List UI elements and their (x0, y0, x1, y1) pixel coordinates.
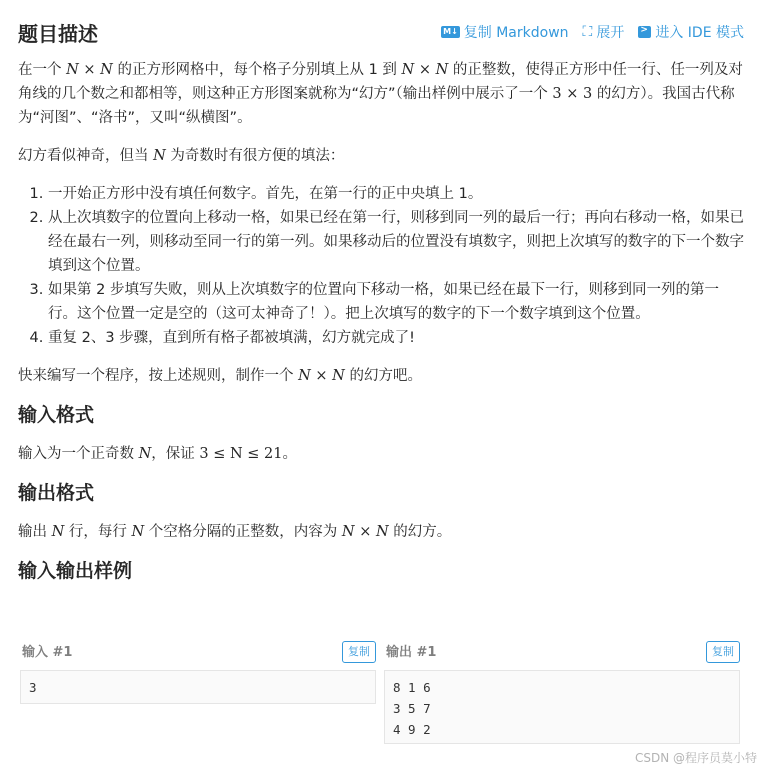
steps-list (18, 182, 746, 350)
step-item: 3. 如果第 2 步填写失败，则从上次填数字的位置向下移动一格，如果已经在最下一行，则移到同一列的第一行。这个位置一定是空的（这可太神奇了！）。把上次填写的数字的下一个数字填到这个位置。 (48, 278, 746, 326)
task-paragraph (18, 364, 746, 388)
markdown-icon: M↓ (443, 27, 458, 36)
sample-output-panel (384, 640, 740, 744)
text: 在一个 (18, 62, 67, 78)
math-3x3: 3 × 3 (552, 86, 593, 102)
text: 个空格分隔的正整数，内容为 (144, 524, 342, 540)
output-format-text (18, 520, 746, 544)
text: ，保证 (151, 446, 200, 462)
step-item: 1. 一开始正方形中没有填任何数字。首先，在第一行的正中央填上 1。 (48, 182, 746, 206)
math-n: N (131, 524, 145, 540)
step-item: 4. 重复 2、3 步骤，直到所有格子都被填满，幻方就完成了! (48, 326, 746, 350)
samples-heading: 输入输出样例 (18, 560, 133, 582)
step-item: 2. 从上次填数字的位置向上移动一格，如果已经在第一行，则移到同一列的最后一行；再向右移动一格，如果已经在最右一列，则移动至同一行的第一列。如果移动后的位置没有填数字，则把上次填写的数字的下一个数字填到这个位置。 (48, 206, 746, 278)
input-format-heading: 输入格式 (18, 404, 95, 426)
math-nxn: N × N (66, 62, 113, 78)
problem-header (18, 18, 748, 48)
copy-output-button[interactable]: 复制 (706, 641, 740, 663)
text: 为奇数时有很方便的填法： (165, 148, 345, 164)
problem-content (18, 58, 746, 598)
text: 行，每行 (64, 524, 132, 540)
header-actions (441, 22, 744, 42)
enter-ide-button[interactable] (638, 22, 744, 42)
text: 的幻方吧。 (344, 368, 422, 384)
sample-output-label: 输出 #1 (386, 645, 437, 660)
text: 输入为一个正奇数 (18, 446, 139, 462)
text: 。 (282, 446, 298, 462)
method-paragraph (18, 144, 746, 168)
sample-output-box[interactable]: 8 1 6 3 5 7 4 9 2 (384, 670, 740, 744)
section-title: 题目描述 (18, 22, 98, 46)
samples-section (20, 640, 740, 750)
output-format-heading: 输出格式 (18, 482, 95, 504)
text: 快来编写一个程序，按上述规则，制作一个 (18, 368, 299, 384)
math-range: 3 ≤ N ≤ 21 (199, 446, 283, 462)
text: 幻方看似神奇，但当 (18, 148, 154, 164)
sample-input-box[interactable]: 3 (20, 670, 376, 704)
math-nxn: N × N (298, 368, 345, 384)
math-n: N (153, 148, 166, 164)
expand-label: 展开 (596, 25, 625, 41)
text: 的正方形网格中，每个格子分别填上从 1 到 (112, 62, 402, 78)
text: 的幻方）。我国古代称为“河图”、“洛书”，又叫“纵横图”。 (18, 86, 735, 126)
copy-markdown-label: 复制 Markdown (463, 25, 569, 41)
input-format-text (18, 442, 746, 466)
expand-button[interactable] (583, 22, 625, 42)
math-nxn: N × N (341, 524, 389, 540)
expand-icon: ⛶ (582, 24, 593, 40)
text: 的幻方。 (388, 524, 452, 540)
watermark: CSDN @程序员莫小特 (634, 751, 757, 765)
copy-markdown-button[interactable] (441, 22, 568, 42)
text: 输出 (18, 524, 52, 540)
ide-icon (638, 26, 651, 38)
math-nxn: N × N (401, 62, 449, 78)
math-n: N (51, 524, 65, 540)
text: 的正整数，使得正方形中任一行、任一列及对角线的几个数之和都相等，则这种正方形图案就称为“幻方”（输出样例中展示了一个 (18, 62, 743, 102)
intro-paragraph (18, 58, 746, 130)
enter-ide-label: 进入 IDE 模式 (655, 25, 744, 41)
sample-input-label: 输入 #1 (22, 645, 73, 660)
copy-input-button[interactable]: 复制 (342, 641, 376, 663)
math-n: N (138, 446, 152, 462)
sample-input-panel (20, 640, 376, 704)
